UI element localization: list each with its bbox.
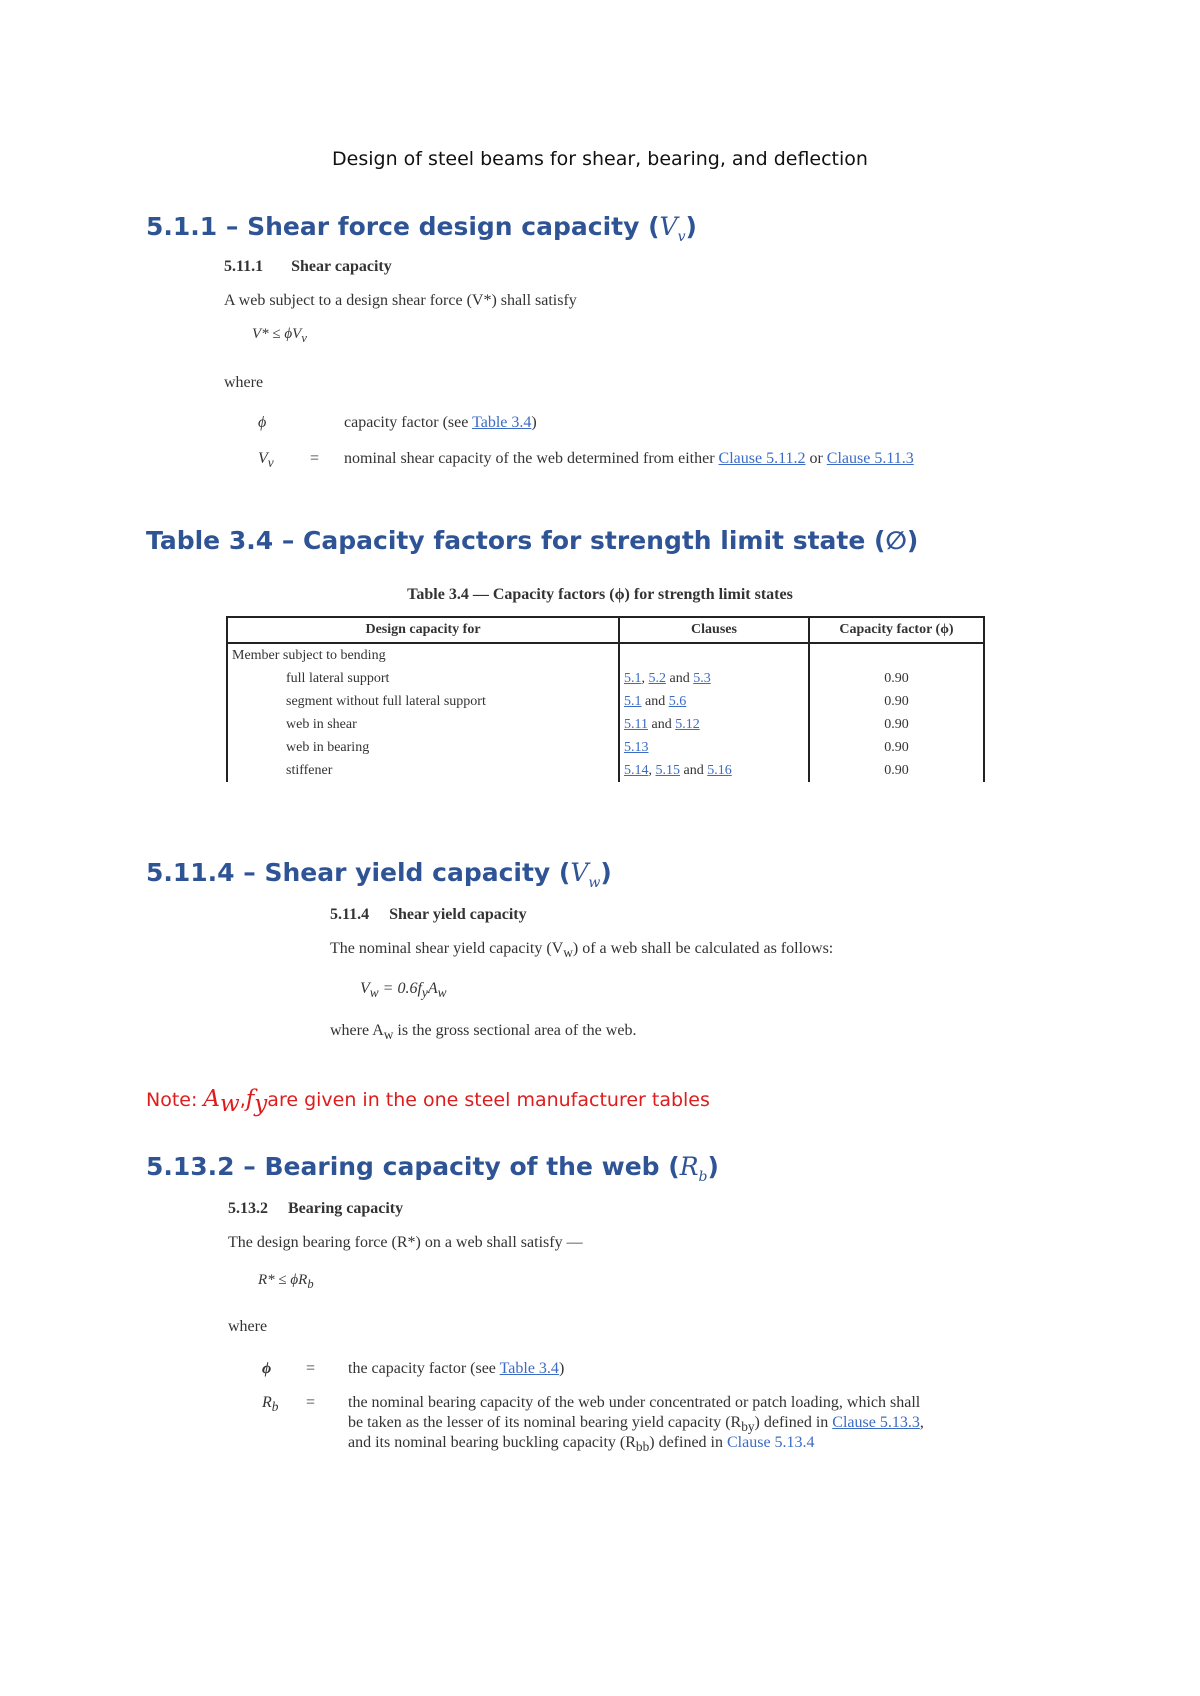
- row-label: web in bearing: [227, 736, 619, 759]
- clause-link[interactable]: 5.11: [624, 716, 648, 732]
- def-symbol-phi-bearing: ϕ: [262, 1360, 272, 1377]
- equation-shear: $V* \le \phi V_v$: [252, 326, 307, 345]
- where-label-bearing: where: [228, 1318, 268, 1335]
- equation-bearing: $R* \le \phi R_b$: [258, 1272, 314, 1291]
- def-symbol-rb: $R_b$: [262, 1394, 279, 1415]
- def-symbol-phi: ϕ: [258, 414, 267, 431]
- clause-heading-5-11-1: 5.11.1 Shear capacity: [224, 258, 392, 275]
- link-table-3-4-bearing[interactable]: Table 3.4: [499, 1360, 559, 1377]
- heading-table-3-4: Table 3.4 – Capacity factors for strength limit state (∅): [146, 526, 919, 555]
- row-label: segment without full lateral support: [227, 690, 619, 713]
- clause-text-shear-yield: The nominal shear yield capacity $(V_w)$ of a web shall be calculated as follows:: [330, 940, 834, 961]
- row-clauses: [619, 713, 809, 736]
- heading-shear-force-design-capacity: 5.1.1 – Shear force design capacity $(V_v)$: [146, 212, 697, 245]
- def-symbol-vv: $V_v$: [258, 450, 274, 471]
- row-clauses: [619, 759, 809, 782]
- def-text-vv: nominal shear capacity of the web determined from either Clause 5.11.2 or Clause 5.11.3: [344, 450, 914, 467]
- def-equals-phi: =: [306, 1360, 316, 1377]
- clause-where-aw: where $A_w$ is the gross sectional area of the web.: [330, 1022, 637, 1043]
- row-factor: 0.90: [809, 690, 984, 713]
- clause-separator: ,: [641, 670, 649, 686]
- col-header-clauses: Clauses: [619, 617, 809, 643]
- row-label: full lateral support: [227, 667, 619, 690]
- clause-link[interactable]: 5.12: [675, 716, 700, 732]
- table-caption: Table 3.4 — Capacity factors (ϕ) for strength limit states: [407, 586, 793, 603]
- where-label: where: [224, 374, 264, 391]
- def-text-phi: capacity factor (see Table 3.4): [344, 414, 537, 431]
- clause-separator: and: [666, 670, 694, 686]
- row-label: web in shear: [227, 713, 619, 736]
- row-factor: 0.90: [809, 713, 984, 736]
- clause-link[interactable]: 5.1: [624, 693, 642, 709]
- col-header-design-capacity: Design capacity for: [227, 617, 619, 643]
- link-clause-5-11-3[interactable]: Clause 5.11.3: [826, 450, 914, 467]
- def-text-rb-line3: and its nominal bearing buckling capacity $(R_{bb})$ defined in Clause 5.13.4: [348, 1434, 815, 1455]
- clause-separator: and: [641, 693, 669, 709]
- link-table-3-4[interactable]: Table 3.4: [472, 414, 532, 431]
- col-header-capacity-factor: Capacity factor (ϕ): [809, 617, 984, 643]
- clause-link[interactable]: 5.3: [693, 670, 711, 686]
- link-clause-5-11-2[interactable]: Clause 5.11.2: [718, 450, 806, 467]
- clause-link[interactable]: 5.6: [668, 693, 687, 709]
- table-row: [227, 736, 984, 759]
- clause-link[interactable]: 5.14: [624, 762, 649, 778]
- row-clauses: [619, 690, 809, 713]
- clause-link[interactable]: 5.1: [624, 670, 642, 686]
- link-clause-5-13-4[interactable]: Clause 5.13.4: [727, 1434, 815, 1451]
- table-row: [227, 759, 984, 782]
- clause-link[interactable]: 5.16: [707, 762, 732, 778]
- row-factor: 0.90: [809, 759, 984, 782]
- clause-separator: ,: [648, 762, 656, 778]
- clause-link[interactable]: 5.2: [648, 670, 666, 686]
- heading-shear-yield-capacity: 5.11.4 – Shear yield capacity $(V_w)$: [146, 858, 612, 891]
- link-clause-5-13-3[interactable]: Clause 5.13.3: [832, 1414, 920, 1431]
- row-clauses: [619, 736, 809, 759]
- row-factor: 0.90: [809, 736, 984, 759]
- table-row: [227, 713, 984, 736]
- clause-separator: and: [680, 762, 708, 778]
- row-label: stiffener: [227, 759, 619, 782]
- clause-separator: and: [647, 716, 676, 732]
- clause-text-bearing: The design bearing force (R*) on a web shall satisfy —: [228, 1234, 583, 1251]
- equation-shear-yield: $V_w = 0.6f_yA_w$: [360, 980, 447, 1001]
- def-text-rb-line2: be taken as the lesser of its nominal bearing yield capacity $(R_{by})$ defined in Clause 5.13.3,: [348, 1414, 924, 1435]
- note-text: Note: $A_w,f_yare$ given in the one steel manufacturer tables: [146, 1086, 710, 1117]
- table-row: [227, 690, 984, 713]
- clause-link[interactable]: 5.13: [624, 739, 649, 755]
- table-group-label: Member subject to bending: [227, 643, 619, 667]
- clause-link[interactable]: 5.15: [655, 762, 680, 778]
- def-equals: =: [310, 450, 320, 467]
- row-factor: 0.90: [809, 667, 984, 690]
- document-title: Design of steel beams for shear, bearing, and deflection: [332, 148, 868, 170]
- clause-heading-5-11-4: 5.11.4 Shear yield capacity: [330, 906, 527, 923]
- table-row: [227, 667, 984, 690]
- def-text-phi-bearing: the capacity factor (see Table 3.4): [348, 1360, 565, 1377]
- capacity-factors-table: [226, 616, 985, 781]
- def-equals-rb: =: [306, 1394, 316, 1411]
- clause-heading-5-13-2: 5.13.2 Bearing capacity: [228, 1200, 404, 1217]
- clause-text: A web subject to a design shear force (V*) shall satisfy: [224, 292, 577, 309]
- heading-bearing-capacity: 5.13.2 – Bearing capacity of the web $(R_b)$: [146, 1152, 719, 1185]
- def-text-rb-line1: the nominal bearing capacity of the web under concentrated or patch loading, which shall: [348, 1394, 921, 1411]
- row-clauses: [619, 667, 809, 690]
